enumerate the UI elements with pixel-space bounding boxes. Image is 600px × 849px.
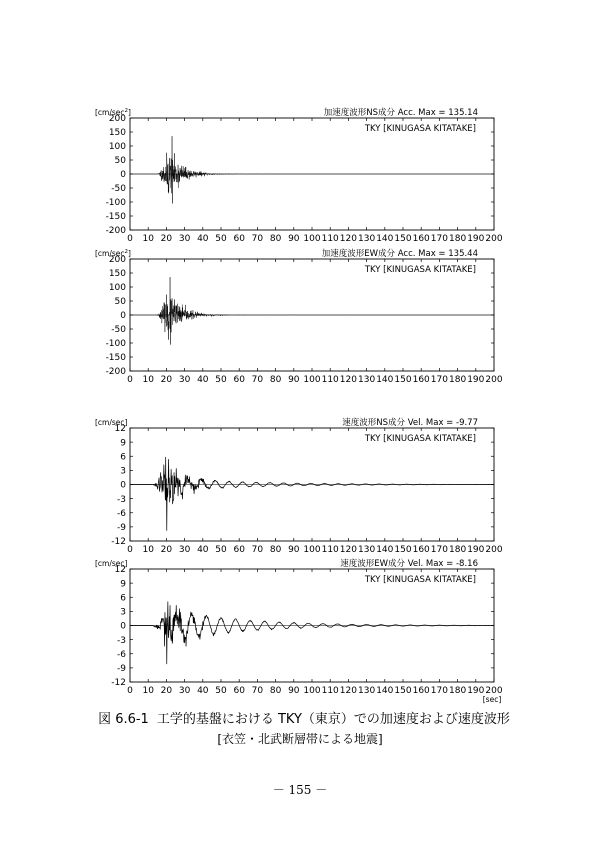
x-tick-label: 120 — [339, 686, 357, 696]
x-tick-label: 190 — [467, 686, 485, 696]
x-tick-label: 180 — [449, 234, 467, 244]
x-tick-label: 140 — [376, 686, 394, 696]
x-tick-label: 60 — [233, 686, 245, 696]
x-tick-label: 80 — [269, 375, 282, 385]
figure-number: 図 6.6-1 — [98, 712, 149, 727]
figure-title: 工学的基盤における TKY（東京）での加速度および速度波形 — [156, 712, 510, 727]
y-tick-label: -100 — [105, 198, 126, 209]
y-tick-label: -6 — [117, 649, 126, 660]
x-tick-label: 40 — [197, 375, 209, 385]
y-tick-label: 50 — [114, 297, 126, 308]
y-tick-label: -50 — [111, 184, 126, 195]
y-tick-label: 0 — [120, 170, 126, 181]
x-tick-label: 190 — [467, 375, 485, 385]
x-tick-label: 170 — [430, 375, 448, 385]
y-tick-label: 0 — [120, 311, 126, 322]
x-tick-label: 110 — [321, 545, 339, 555]
y-tick-label: 200 — [108, 114, 126, 125]
y-tick-label: 50 — [114, 156, 126, 167]
y-unit-label: [cm/sec] — [95, 559, 128, 568]
x-tick-label: 30 — [178, 375, 191, 385]
y-tick-label: -9 — [117, 523, 126, 534]
y-tick-label: 150 — [108, 128, 126, 139]
x-tick-label: 60 — [233, 234, 245, 244]
y-tick-label: -12 — [111, 537, 126, 548]
x-tick-label: 70 — [251, 375, 264, 385]
y-tick-label: -50 — [111, 325, 126, 336]
y-tick-label: -150 — [105, 212, 126, 223]
x-tick-label: 50 — [215, 375, 227, 385]
figure-caption — [0, 708, 600, 727]
x-tick-label: 180 — [449, 375, 467, 385]
x-tick-label: 120 — [339, 375, 357, 385]
x-tick-label: 10 — [142, 234, 154, 244]
x-tick-label: 30 — [178, 234, 191, 244]
y-tick-label: -12 — [111, 678, 126, 689]
x-tick-label: 10 — [142, 375, 154, 385]
x-tick-label: 90 — [288, 234, 300, 244]
x-tick-label: 110 — [321, 234, 339, 244]
x-tick-label: 120 — [339, 234, 357, 244]
chart-panel-3 — [95, 417, 503, 555]
chart-header: 速度波形NS成分 Vel. Max = -9.77 — [342, 418, 478, 428]
x-tick-label: 80 — [269, 686, 282, 696]
x-tick-label: 150 — [394, 234, 412, 244]
figure-subtitle: [衣笠・北武断層帯による地震] — [217, 732, 383, 746]
x-tick-label: 200 — [485, 234, 503, 244]
x-tick-label: 40 — [197, 686, 209, 696]
y-tick-label: 12 — [114, 424, 126, 435]
x-tick-label: 160 — [412, 686, 430, 696]
y-tick-label: 100 — [108, 283, 126, 294]
x-tick-label: 110 — [321, 686, 339, 696]
x-tick-label: 140 — [376, 375, 394, 385]
y-tick-label: -3 — [117, 635, 126, 646]
x-tick-label: 70 — [251, 686, 264, 696]
station-label: TKY [KINUGASA KITATAKE] — [364, 434, 476, 444]
x-tick-label: 0 — [127, 234, 133, 244]
x-tick-label: 200 — [485, 375, 503, 385]
x-tick-label: 120 — [339, 545, 357, 555]
y-unit-label: $[cm/\sec^2]$ — [95, 249, 131, 258]
x-tick-label: 100 — [303, 545, 321, 555]
x-tick-label: 160 — [412, 545, 430, 555]
y-tick-label: 3 — [120, 466, 126, 477]
x-tick-label: 170 — [430, 686, 448, 696]
x-tick-label: 160 — [412, 234, 430, 244]
station-label: TKY [KINUGASA KITATAKE] — [364, 265, 476, 275]
y-tick-label: 3 — [120, 607, 126, 618]
x-tick-label: 0 — [127, 545, 133, 555]
y-tick-label: 9 — [120, 438, 126, 449]
x-tick-label: 20 — [160, 375, 173, 385]
x-tick-label: 70 — [251, 234, 264, 244]
x-tick-label: 20 — [160, 234, 173, 244]
x-tick-label: 190 — [467, 234, 485, 244]
x-tick-label: 200 — [485, 686, 503, 696]
x-tick-label: 10 — [142, 686, 154, 696]
y-tick-label: 6 — [120, 452, 126, 463]
x-tick-label: 90 — [288, 686, 300, 696]
waveform-line — [130, 457, 494, 530]
x-tick-label: 170 — [430, 545, 448, 555]
y-tick-label: -100 — [105, 339, 126, 350]
y-tick-label: -6 — [117, 508, 126, 519]
x-tick-label: 70 — [251, 545, 264, 555]
x-tick-label: 140 — [376, 545, 394, 555]
y-tick-label: -3 — [117, 494, 126, 505]
chart-header: 加速度波形NS成分 Acc. Max = 135.14 — [323, 108, 478, 118]
x-tick-label: 30 — [178, 545, 191, 555]
x-tick-label: 110 — [321, 375, 339, 385]
x-tick-label: 150 — [394, 545, 412, 555]
y-tick-label: 0 — [120, 621, 126, 632]
x-tick-label: 170 — [430, 234, 448, 244]
x-tick-label: 130 — [358, 545, 376, 555]
x-tick-label: 150 — [394, 686, 412, 696]
x-axis-label: [sec] — [482, 695, 502, 704]
y-tick-label: 0 — [120, 480, 126, 491]
y-unit-label: $[cm/\sec^2]$ — [95, 108, 131, 117]
x-tick-label: 200 — [485, 545, 503, 555]
x-tick-label: 80 — [269, 545, 282, 555]
x-tick-label: 180 — [449, 686, 467, 696]
x-tick-label: 40 — [197, 545, 209, 555]
waveform-line — [130, 277, 494, 345]
x-tick-label: 140 — [376, 234, 394, 244]
x-tick-label: 100 — [303, 375, 321, 385]
y-tick-label: 6 — [120, 593, 126, 604]
x-tick-label: 150 — [394, 375, 412, 385]
x-tick-label: 30 — [178, 686, 191, 696]
x-tick-label: 130 — [358, 375, 376, 385]
x-tick-label: 20 — [160, 686, 173, 696]
x-tick-label: 90 — [288, 375, 300, 385]
x-tick-label: 50 — [215, 234, 227, 244]
x-tick-label: 100 — [303, 234, 321, 244]
x-tick-label: 50 — [215, 686, 227, 696]
page-number: － 155 － — [272, 783, 328, 797]
y-tick-label: -9 — [117, 664, 126, 675]
x-tick-label: 180 — [449, 545, 467, 555]
y-tick-label: 12 — [114, 565, 126, 576]
y-tick-label: -200 — [105, 367, 126, 378]
y-tick-label: 100 — [108, 142, 126, 153]
chart-panel-2 — [95, 248, 503, 385]
x-tick-label: 130 — [358, 234, 376, 244]
y-tick-label: 200 — [108, 255, 126, 266]
x-tick-label: 40 — [197, 234, 209, 244]
x-tick-label: 190 — [467, 545, 485, 555]
x-tick-label: 100 — [303, 686, 321, 696]
x-tick-label: 90 — [288, 545, 300, 555]
y-unit-label: [cm/sec] — [95, 418, 128, 427]
x-tick-label: 160 — [412, 375, 430, 385]
x-tick-label: 60 — [233, 545, 245, 555]
y-tick-label: 150 — [108, 269, 126, 280]
y-tick-label: -150 — [105, 353, 126, 364]
chart-header: 速度波形EW成分 Vel. Max = -8.16 — [340, 559, 478, 569]
y-tick-label: 9 — [120, 579, 126, 590]
x-tick-label: 60 — [233, 375, 245, 385]
waveform-line — [130, 602, 494, 664]
chart-panel-1 — [95, 107, 503, 244]
chart-header: 加速度波形EW成分 Acc. Max = 135.44 — [321, 249, 478, 259]
x-tick-label: 80 — [269, 234, 282, 244]
waveform-line — [130, 136, 494, 203]
y-tick-label: -200 — [105, 226, 126, 237]
x-tick-label: 0 — [127, 686, 133, 696]
x-tick-label: 130 — [358, 686, 376, 696]
station-label: TKY [KINUGASA KITATAKE] — [364, 575, 476, 585]
x-tick-label: 10 — [142, 545, 154, 555]
x-tick-label: 0 — [127, 375, 133, 385]
chart-panel-4 — [95, 558, 503, 704]
x-tick-label: 50 — [215, 545, 227, 555]
station-label: TKY [KINUGASA KITATAKE] — [364, 124, 476, 134]
x-tick-label: 20 — [160, 545, 173, 555]
